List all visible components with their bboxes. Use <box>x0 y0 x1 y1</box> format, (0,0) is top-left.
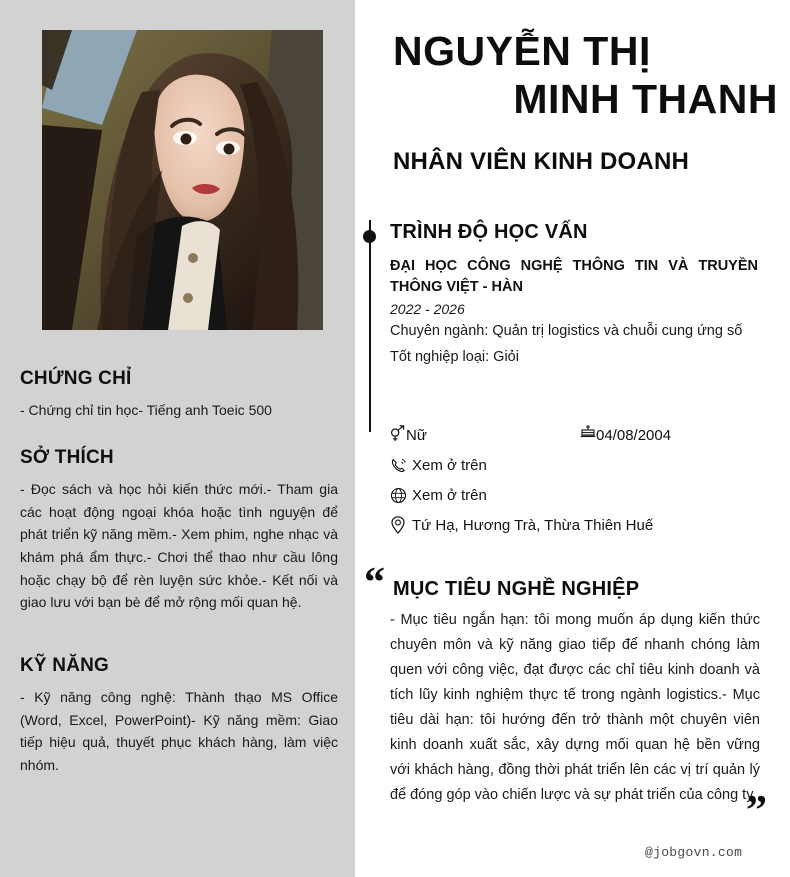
contact-phone-value: Xem ở trên <box>412 456 487 474</box>
cake-icon <box>580 425 596 445</box>
name-block <box>393 28 778 123</box>
sidebar-section-skills <box>20 655 338 777</box>
hobbies-body: - Đọc sách và học hỏi kiến thức mới.- Tham gia các hoạt động ngoại khóa hoặc tình nguyện để phát triển kỹ năng mềm.- Xem phim, nghe nhạc và khám phá ẩm thực.- Chơi thể thao như cầu lông hoặc chạy bộ để rèn luyện sức khỏe.- Kết nối và giao lưu với bạn bè để mở rộng mối quan hệ. <box>20 480 338 611</box>
contact-row-gender-birthday <box>390 420 770 450</box>
quote-open-icon: “ <box>364 560 385 606</box>
globe-icon <box>390 487 412 504</box>
location-pin-icon <box>390 516 412 534</box>
contact-row-address <box>390 510 770 540</box>
contact-address-value: Tứ Hạ, Hương Trà, Thừa Thiên Huế <box>412 516 654 534</box>
phone-icon <box>390 457 412 474</box>
contact-gender <box>390 425 580 446</box>
job-title: NHÂN VIÊN KINH DOANH <box>393 148 690 175</box>
profile-photo <box>42 30 323 330</box>
education-school: ĐẠI HỌC CÔNG NGHỆ THÔNG TIN VÀ TRUYỀN THÔNG VIỆT - HÀN <box>390 258 758 296</box>
gender-icon <box>390 425 406 446</box>
objective-heading: MỤC TIÊU NGHỀ NGHIỆP <box>393 578 640 600</box>
timeline-dot <box>363 230 376 243</box>
profile-photo-image <box>42 30 323 330</box>
skills-body: - Kỹ năng công nghệ: Thành thạo MS Office (Word, Excel, PowerPoint)- Kỹ năng mềm: Giao tiếp hiệu quả, thuyết phục khách hàng, làm việc nhóm. <box>20 688 338 773</box>
education-section <box>390 220 758 368</box>
hobbies-heading: SỞ THÍCH <box>20 447 114 468</box>
name-line-1: NGUYỄN THỊ <box>393 28 651 74</box>
contact-email-value: Xem ở trên <box>412 486 487 504</box>
certificates-heading: CHỨNG CHỈ <box>20 368 132 389</box>
contact-row-email <box>390 480 770 510</box>
education-heading: TRÌNH ĐỘ HỌC VẤN <box>390 221 588 243</box>
sidebar <box>0 0 355 877</box>
sidebar-section-hobbies <box>20 447 338 614</box>
skills-heading: KỸ NĂNG <box>20 655 110 676</box>
timeline-line <box>369 220 371 432</box>
certificates-body: - Chứng chỉ tin học- Tiếng anh Toeic 500 <box>20 401 272 418</box>
name-line-2: MINH THANH <box>513 75 778 122</box>
watermark: @jobgovn.com <box>645 845 743 860</box>
quote-close-icon: ” <box>746 788 767 834</box>
sidebar-section-certificates <box>20 368 338 422</box>
contact-birthday-value: 04/08/2004 <box>596 426 672 444</box>
education-major: Chuyên ngành: Quản trị logistics và chuỗi cung ứng số <box>390 323 743 340</box>
education-years: 2022 - 2026 <box>390 301 465 318</box>
education-grade: Tốt nghiệp loại: Giỏi <box>390 348 519 365</box>
objective-body: - Mục tiêu ngắn hạn: tôi mong muốn áp dụng kiến thức chuyên môn và kỹ năng giao tiếp để nhanh chóng làm quen với công việc, đạt được các chỉ tiêu kinh doanh và tích lũy kinh nghiệm thực tế trong ngành logistics.- Mục tiêu dài hạn: tôi hướng đến trở thành một chuyên viên kinh doanh xuất sắc, xây dựng mối quan hệ bền vững với khách hàng, đồng thời phát triển lên các vị trí quản lý để đóng góp vào chiến lược và sự phát triển của công ty. <box>390 612 760 803</box>
contact-gender-value: Nữ <box>406 426 427 444</box>
contact-block <box>390 420 770 540</box>
contact-birthday <box>580 425 671 445</box>
contact-row-phone <box>390 450 770 480</box>
